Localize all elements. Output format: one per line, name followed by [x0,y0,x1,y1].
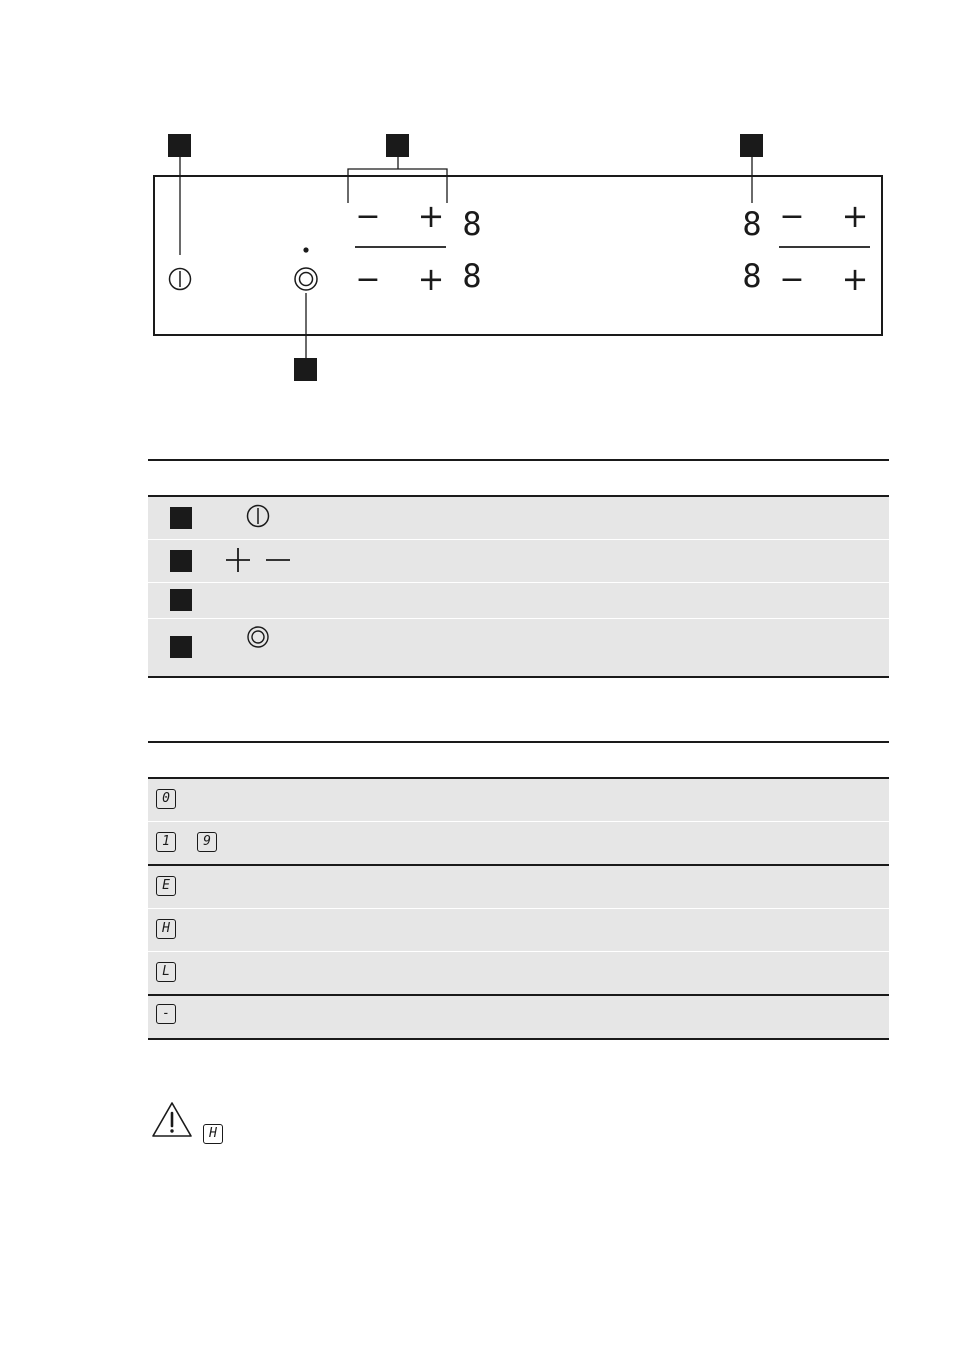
table-row [148,952,889,994]
display-top-left: 8 [462,205,482,243]
table-bottom-rule [148,1038,889,1040]
table-row [148,779,889,821]
table-bottom-rule [148,676,889,678]
callout-marker-power [168,134,191,157]
table-row [148,619,889,676]
indicator-dot [303,247,308,252]
callout-marker-zone-selector [170,636,192,658]
panel-frame [154,176,882,335]
table-row [148,497,889,539]
display-top-right: 8 [742,205,762,243]
zone-selector-icon[interactable] [295,268,317,290]
callout-marker-display [740,134,763,157]
on-off-icon [245,503,271,529]
minus-button-top-right[interactable]: − [779,199,805,234]
warning-note [150,1100,270,1150]
plus-button-top-right[interactable]: + [841,197,869,235]
callout-marker-power [170,507,192,529]
display-code-box: L [156,962,176,982]
warning-triangle-icon [150,1100,194,1140]
table-row [148,822,889,864]
display-code-box: 1 [156,832,176,852]
display-code-box: H [156,919,176,939]
minus-button-bottom-right[interactable]: − [779,262,805,297]
display-bottom-left: 8 [462,257,482,295]
table-row [148,540,889,582]
function-table [148,459,889,678]
table-row [148,996,889,1038]
table-row [148,583,889,618]
plus-button-top-left[interactable]: + [417,197,445,235]
table-header-row [148,743,889,777]
table-row [148,909,889,951]
display-code-box: H [203,1124,223,1144]
callout-marker-zone-controls [170,550,192,572]
display-code-box: 0 [156,789,176,809]
on-off-icon[interactable] [170,269,191,290]
table-row [148,866,889,908]
plus-button-bottom-right[interactable]: + [841,260,869,298]
zone-selector-icon [246,625,270,649]
plus-icon [225,547,251,573]
display-code-box: 9 [197,832,217,852]
table-header-row [148,461,889,495]
plus-button-bottom-left[interactable]: + [417,260,445,298]
callout-marker-zone-controls [386,134,409,157]
minus-button-bottom-left[interactable]: − [355,262,381,297]
minus-icon [265,547,291,573]
control-panel-diagram [0,0,953,400]
display-code-box: - [156,1004,176,1024]
display-code-box: E [156,876,176,896]
callout-marker-zone-selector [294,358,317,381]
minus-button-top-left[interactable]: − [355,199,381,234]
display-table [148,741,889,1041]
display-bottom-right: 8 [742,257,762,295]
callout-marker-display [170,589,192,611]
